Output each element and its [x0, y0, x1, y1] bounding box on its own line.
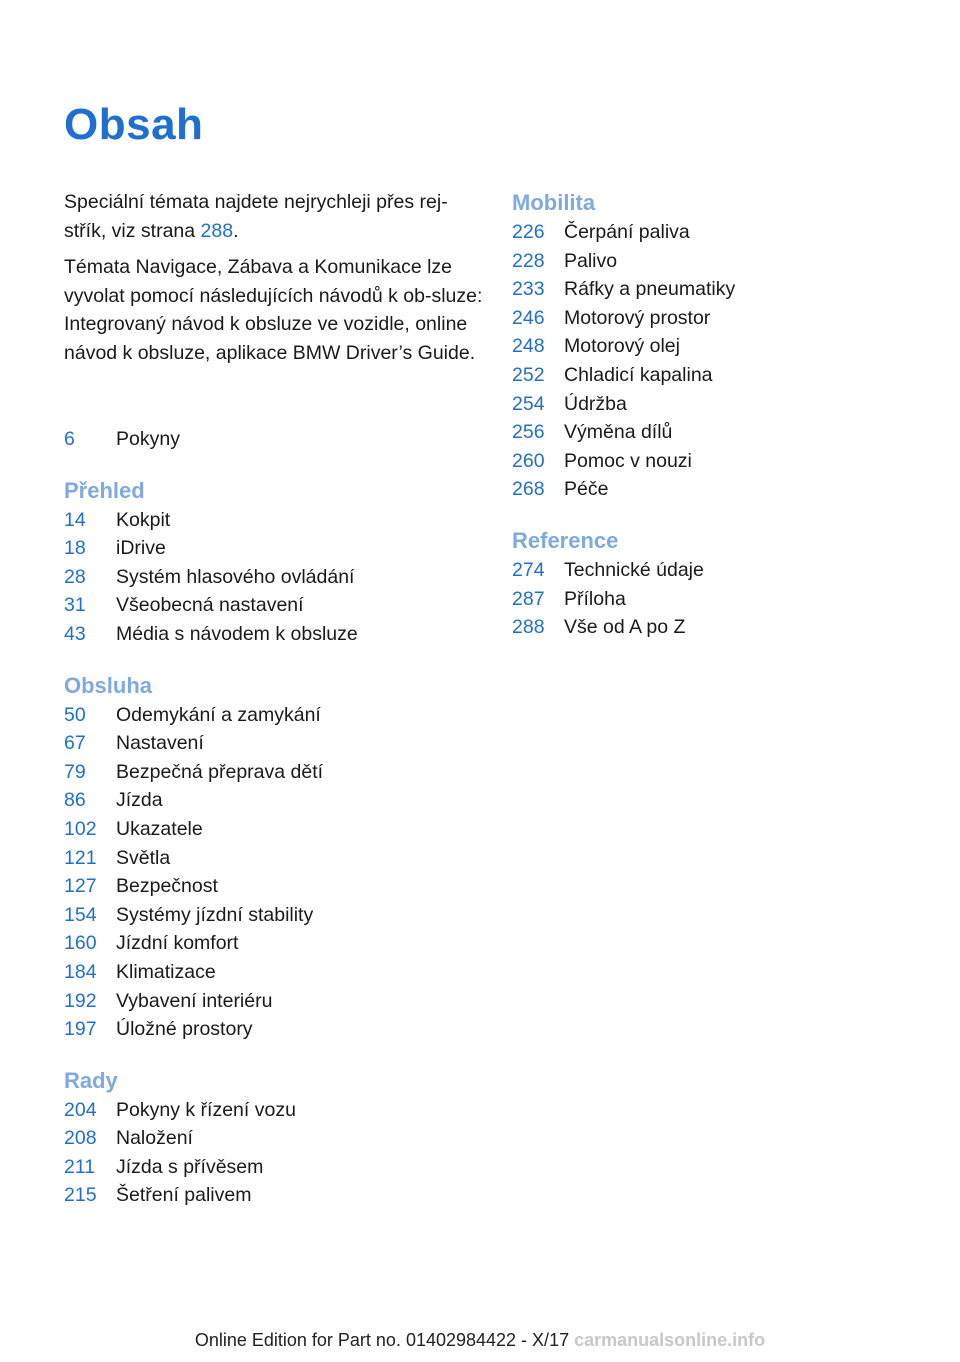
toc-entry[interactable]: [64, 1153, 484, 1182]
toc-page-number[interactable]: 256: [512, 421, 545, 444]
toc-page-number[interactable]: 211: [64, 1155, 96, 1178]
page-footer: [0, 1330, 960, 1351]
toc-page-number[interactable]: 226: [512, 221, 545, 243]
section-heading: Přehled: [64, 477, 145, 503]
toc-entry[interactable]: [64, 1181, 484, 1210]
toc-section: [512, 188, 932, 504]
toc-entry-label: Pomoc v nouzi: [564, 449, 692, 472]
page-title: Obsah: [64, 100, 204, 149]
toc-entry[interactable]: [64, 591, 484, 620]
toc-page-number[interactable]: 28: [64, 565, 86, 588]
toc-page-number[interactable]: 288: [512, 616, 545, 639]
toc-entry[interactable]: [512, 218, 932, 247]
toc-entry-label: Jízda: [116, 789, 163, 812]
toc-entry-label: Příloha: [564, 587, 626, 610]
toc-entry[interactable]: [64, 929, 484, 958]
toc-page-number[interactable]: 31: [64, 594, 86, 617]
toc-page-number[interactable]: 248: [512, 335, 545, 358]
toc-page-number[interactable]: 127: [64, 875, 97, 898]
toc-right-column: [512, 188, 932, 664]
toc-entry-label: Klimatizace: [116, 960, 216, 983]
toc-entry-label: Čerpání paliva: [564, 221, 690, 243]
toc-entry[interactable]: [512, 332, 932, 361]
toc-entry[interactable]: [64, 729, 484, 758]
toc-page-number[interactable]: 197: [64, 1018, 97, 1041]
toc-page-number[interactable]: 67: [64, 732, 86, 755]
toc-entry[interactable]: [512, 613, 932, 642]
toc-entry[interactable]: [64, 1124, 484, 1153]
toc-page-number[interactable]: 208: [64, 1127, 97, 1150]
toc-section: [64, 671, 484, 1044]
toc-page-number[interactable]: 14: [64, 508, 86, 531]
toc-entry-label: Pokyny k řízení vozu: [116, 1098, 296, 1121]
intro-paragraph-topics: Témata Navigace, Zábava a Komunikace lze vyvolat pomocí následujících návodů k ob‐sluze: Integrovaný návod k obsluze ve vozidle, online návod k obsluze, aplikace BMW Driver’s Guide.: [64, 256, 483, 364]
toc-left-column: [64, 425, 484, 1232]
toc-entry[interactable]: [64, 563, 484, 592]
toc-entry-label: Pokyny: [116, 428, 180, 450]
toc-page-number[interactable]: 102: [64, 817, 97, 840]
toc-page-number[interactable]: 79: [64, 760, 86, 783]
toc-entry[interactable]: [64, 786, 484, 815]
toc-entry-label: Vše od A po Z: [564, 616, 686, 639]
toc-entry[interactable]: [64, 701, 484, 730]
toc-entry[interactable]: [512, 304, 932, 333]
toc-entry[interactable]: [64, 534, 484, 563]
toc-entry-label: Jízda s přívěsem: [116, 1155, 264, 1178]
toc-page-number[interactable]: 154: [64, 903, 97, 926]
toc-page-number[interactable]: 86: [64, 789, 86, 812]
toc-entry-label: Motorový prostor: [564, 306, 711, 329]
toc-section: [64, 425, 484, 454]
intro-text: [64, 188, 484, 375]
toc-entry-label: Ráfky a pneumatiky: [564, 278, 736, 301]
intro-index-end: .: [233, 219, 239, 242]
toc-page-number[interactable]: 215: [64, 1184, 97, 1207]
toc-entry-label: Údržba: [564, 392, 627, 415]
toc-entry[interactable]: [512, 556, 932, 585]
toc-entry-label: Chladicí kapalina: [564, 363, 713, 386]
toc-page-number[interactable]: 43: [64, 622, 86, 645]
toc-page-number[interactable]: 160: [64, 932, 97, 955]
toc-entry-label: Média s návodem k obsluze: [116, 622, 358, 645]
section-heading: Rady: [64, 1067, 118, 1093]
toc-entry-label: Světla: [116, 846, 171, 869]
toc-entry[interactable]: [512, 418, 932, 447]
toc-section: [512, 526, 932, 642]
toc-page-number[interactable]: 246: [512, 306, 545, 329]
toc-entry-label: Systémy jízdní stability: [116, 903, 314, 926]
toc-page-number[interactable]: 18: [64, 537, 86, 560]
toc-entry[interactable]: [64, 425, 484, 454]
toc-entry-label: Šetření palivem: [116, 1184, 252, 1207]
toc-entry-label: Výměna dílů: [564, 421, 673, 444]
toc-entry-label: Bezpečnost: [116, 875, 218, 898]
section-heading: Obsluha: [64, 672, 153, 698]
toc-entry[interactable]: [64, 987, 484, 1016]
section-heading: Reference: [512, 527, 619, 553]
toc-entry[interactable]: [64, 620, 484, 649]
toc-page-number[interactable]: 204: [64, 1098, 97, 1121]
toc-page-number[interactable]: 254: [512, 392, 545, 415]
toc-entry[interactable]: [64, 958, 484, 987]
toc-entry[interactable]: [512, 275, 932, 304]
toc-page-number[interactable]: 274: [512, 558, 545, 581]
toc-page-number[interactable]: 121: [64, 846, 97, 869]
toc-entry[interactable]: [64, 506, 484, 535]
toc-entry[interactable]: [512, 390, 932, 419]
toc-page-number[interactable]: 228: [512, 249, 545, 272]
toc-entry[interactable]: [64, 901, 484, 930]
toc-page-number[interactable]: 260: [512, 449, 545, 472]
toc-page-number[interactable]: 252: [512, 363, 545, 386]
toc-entry-label: Odemykání a zamykání: [116, 703, 321, 726]
toc-entry[interactable]: [512, 475, 932, 504]
toc-entry-label: Palivo: [564, 249, 618, 272]
toc-entry-label: Péče: [564, 478, 609, 501]
intro-index-text: Speciální témata najdete nejrychleji přes rej‐střík, viz strana: [64, 191, 448, 242]
toc-entry[interactable]: [64, 872, 484, 901]
toc-entry[interactable]: [64, 844, 484, 873]
toc-page-number[interactable]: 192: [64, 989, 97, 1012]
toc-section: [64, 1066, 484, 1210]
edition-note: Online Edition for Part no. 01402984422 - X/17: [194, 1330, 570, 1350]
toc-entry-label: Všeobecná nastavení: [116, 594, 304, 617]
toc-page-number[interactable]: 6: [64, 428, 75, 450]
toc-entry[interactable]: [512, 447, 932, 476]
intro-paragraph-index: [64, 188, 484, 245]
toc-entry[interactable]: [64, 758, 484, 787]
toc-page-number[interactable]: 50: [64, 703, 86, 726]
toc-entry-label: Vybavení interiéru: [116, 989, 273, 1012]
toc-entry-label: Jízdní komfort: [116, 932, 239, 955]
toc-entry-label: Úložné prostory: [116, 1018, 253, 1041]
toc-entry[interactable]: [64, 815, 484, 844]
toc-section: [64, 476, 484, 649]
toc-entry-label: Naložení: [116, 1127, 193, 1150]
toc-page-number[interactable]: 268: [512, 478, 545, 501]
toc-entry[interactable]: [64, 1015, 484, 1044]
toc-page-number[interactable]: 233: [512, 278, 545, 301]
index-page-link[interactable]: 288: [200, 219, 234, 242]
toc-entry[interactable]: [64, 1096, 484, 1125]
toc-entry-label: Technické údaje: [564, 558, 704, 581]
toc-entry-label: Nastavení: [116, 732, 204, 755]
toc-entry[interactable]: [512, 247, 932, 276]
watermark: carmanualsonline.info: [574, 1330, 766, 1350]
toc-entry-label: Bezpečná přeprava dětí: [116, 760, 324, 783]
section-heading: Mobilita: [512, 190, 596, 215]
toc-page-number[interactable]: 287: [512, 587, 545, 610]
toc-entry-label: Kokpit: [116, 508, 171, 531]
toc-entry-label: Motorový olej: [564, 335, 680, 358]
toc-entry-label: Systém hlasového ovládání: [116, 565, 355, 588]
toc-entry-label: Ukazatele: [116, 817, 203, 840]
toc-entry[interactable]: [512, 361, 932, 390]
toc-page-number[interactable]: 184: [64, 960, 97, 983]
toc-entry-label: iDrive: [116, 537, 166, 560]
toc-entry[interactable]: [512, 585, 932, 614]
